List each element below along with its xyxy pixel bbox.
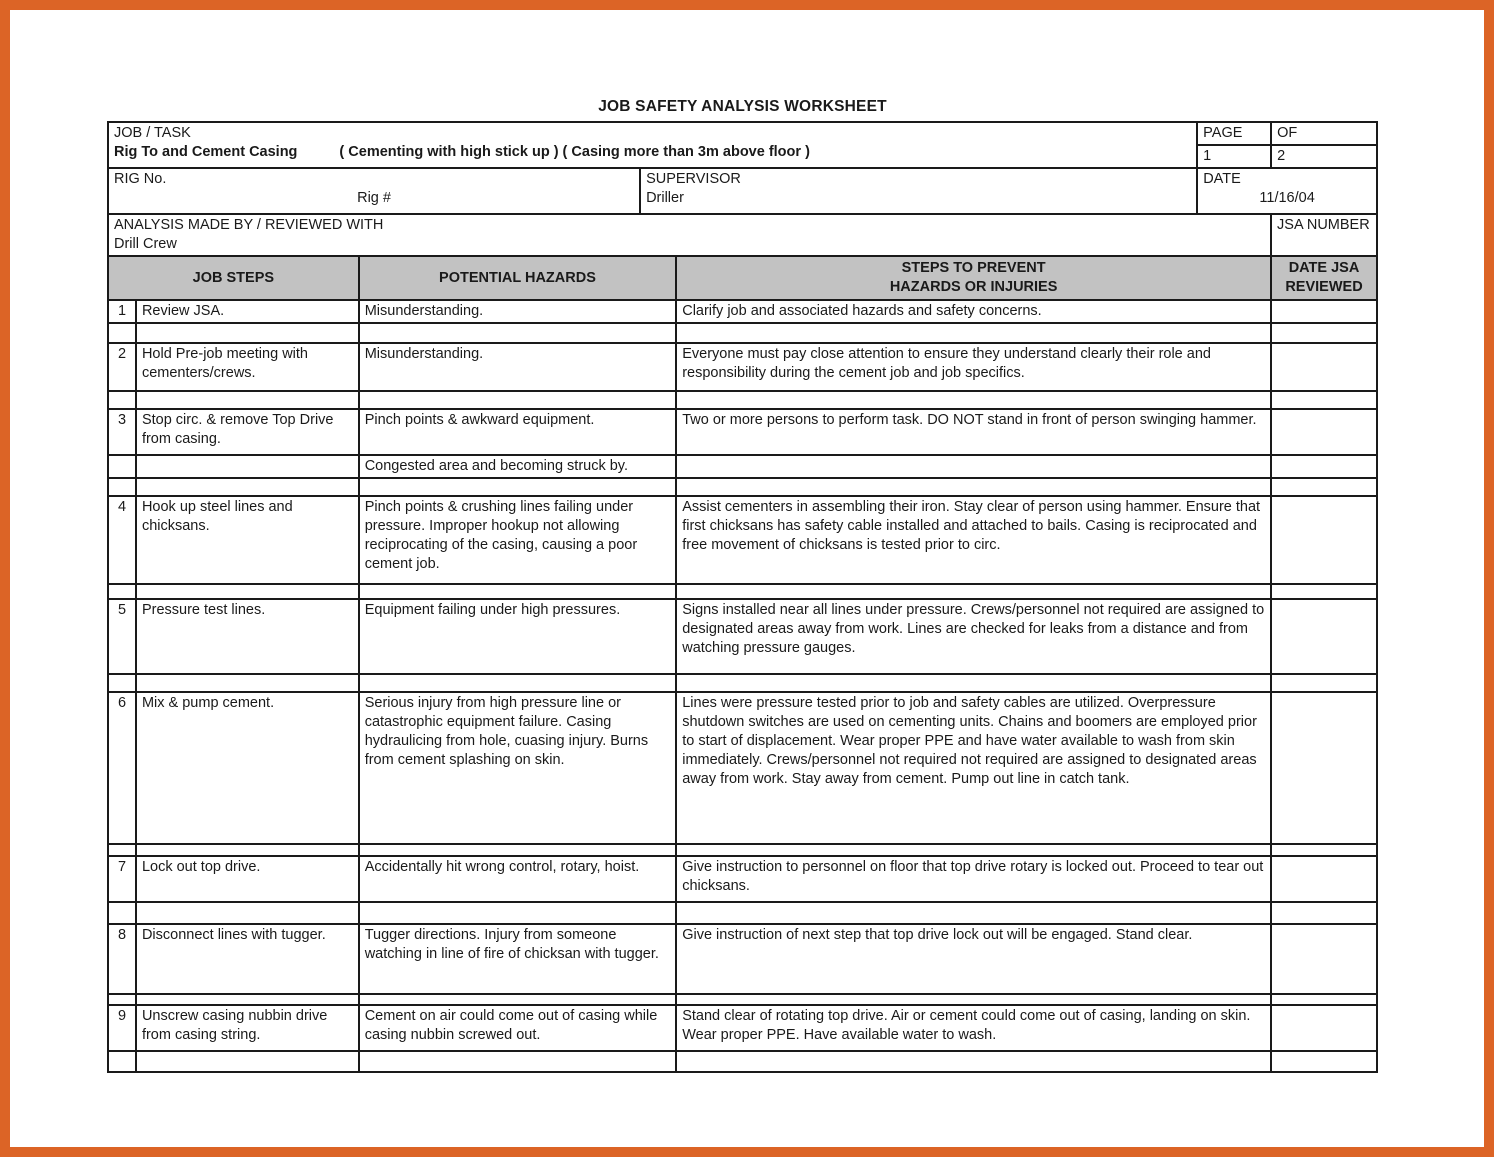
- step-cell: Hold Pre-job meeting with cementers/crews.: [136, 343, 359, 391]
- spacer-row: [108, 994, 1377, 1005]
- spacer-row: [108, 391, 1377, 409]
- step-cell: Lock out top drive.: [136, 856, 359, 902]
- prevention-cell: Assist cementers in assembling their iron. Stay clear of person using hammer. Ensure that first chicksans has safety cable installed and attached to bails. Casing is reciprocated and free movement of chicksans is tested prior to circ.: [676, 496, 1271, 584]
- date-cell: [1271, 856, 1377, 902]
- num-cell: 1: [108, 300, 136, 323]
- hazard-cell: [359, 478, 677, 496]
- date-cell: [1271, 674, 1377, 692]
- hazard-cell: [359, 323, 677, 343]
- page-label: PAGE: [1197, 122, 1271, 145]
- rig-no-value: Rig #: [357, 190, 391, 206]
- date-cell: [1271, 924, 1377, 994]
- prevention-cell: [676, 323, 1271, 343]
- job-task-value: Rig To and Cement Casing: [114, 144, 298, 160]
- step-cell: [136, 455, 359, 478]
- hazard-cell: Misunderstanding.: [359, 343, 677, 391]
- date-cell: [1271, 496, 1377, 584]
- form-header-top: [107, 121, 1378, 169]
- table-row: [108, 300, 1377, 323]
- table-row: [108, 856, 1377, 902]
- job-task-label: JOB / TASK: [114, 125, 191, 141]
- form-header-mid: [107, 167, 1378, 215]
- supervisor-cell: [640, 168, 1197, 214]
- analysis-value: Drill Crew: [114, 236, 177, 252]
- supervisor-value: Driller: [646, 190, 684, 206]
- hazard-cell: Serious injury from high pressure line or catastrophic equipment failure. Casing hydraulicing from hole, cuasing injury. Burns from cement splashing on skin.: [359, 692, 677, 844]
- job-task-note: ( Cementing with high stick up ) ( Casing more than 3m above floor ): [339, 144, 810, 160]
- num-cell: [108, 994, 136, 1005]
- hazard-cell: [359, 674, 677, 692]
- spacer-row: [108, 584, 1377, 599]
- jsa-table-body: [108, 300, 1377, 1072]
- date-value: 11/16/04: [1259, 190, 1315, 206]
- of-value: 2: [1271, 145, 1377, 168]
- step-cell: [136, 674, 359, 692]
- hazard-cell: Pinch points & crushing lines failing under pressure. Improper hookup not allowing reciprocating of the casing, causing a poor cement job.: [359, 496, 677, 584]
- step-cell: [136, 478, 359, 496]
- prevention-cell: Lines were pressure tested prior to job and safety cables are utilized. Overpressure shutdown switches are used on cementing units. Chains and boomers are employed prior to start of displacement. Wear proper PPE and have water available to wash from skin immediately. Crews/personnel not required not required are assigned to designated areas away from work. Stay away from cement. Pump out line in catch tank.: [676, 692, 1271, 844]
- date-label: DATE: [1203, 171, 1241, 187]
- step-cell: Pressure test lines.: [136, 599, 359, 674]
- table-row: [108, 692, 1377, 844]
- step-cell: [136, 391, 359, 409]
- date-cell: [1271, 599, 1377, 674]
- jsa-number-cell: [1271, 214, 1377, 256]
- step-cell: [136, 902, 359, 924]
- step-cell: [136, 584, 359, 599]
- step-cell: Hook up steel lines and chicksans.: [136, 496, 359, 584]
- spacer-row: [108, 844, 1377, 856]
- step-cell: [136, 1051, 359, 1072]
- table-row: [108, 496, 1377, 584]
- hazard-cell: [359, 391, 677, 409]
- num-cell: [108, 323, 136, 343]
- step-cell: Disconnect lines with tugger.: [136, 924, 359, 994]
- num-cell: [108, 455, 136, 478]
- prevention-cell: Give instruction to personnel on floor that top drive rotary is locked out. Proceed to tear out chicksans.: [676, 856, 1271, 902]
- form-header-bottom: [107, 213, 1378, 257]
- num-cell: [108, 478, 136, 496]
- date-cell: [1271, 343, 1377, 391]
- date-cell: [1271, 844, 1377, 856]
- date-cell: [1271, 300, 1377, 323]
- hazard-cell: Accidentally hit wrong control, rotary, hoist.: [359, 856, 677, 902]
- page-title: JOB SAFETY ANALYSIS WORKSHEET: [598, 98, 887, 115]
- prevention-cell: Give instruction of next step that top drive lock out will be engaged. Stand clear.: [676, 924, 1271, 994]
- col-header-potential-hazards: POTENTIAL HAZARDS: [359, 256, 677, 300]
- num-cell: 8: [108, 924, 136, 994]
- table-row: [108, 409, 1377, 455]
- jsa-table: [107, 255, 1378, 1073]
- rig-no-label: RIG No.: [114, 171, 167, 187]
- supervisor-label: SUPERVISOR: [646, 171, 741, 187]
- hazard-cell: [359, 994, 677, 1005]
- step-cell: [136, 844, 359, 856]
- spacer-row: [108, 1051, 1377, 1072]
- table-row: [108, 343, 1377, 391]
- prevention-cell: [676, 844, 1271, 856]
- date-cell: [1271, 391, 1377, 409]
- num-cell: [108, 902, 136, 924]
- table-row: [108, 599, 1377, 674]
- date-cell: [1271, 323, 1377, 343]
- prevention-cell: Clarify job and associated hazards and safety concerns.: [676, 300, 1271, 323]
- col-header-job-steps: JOB STEPS: [108, 256, 359, 300]
- spacer-row: [108, 323, 1377, 343]
- hazard-cell: Pinch points & awkward equipment.: [359, 409, 677, 455]
- prevention-cell: Signs installed near all lines under pressure. Crews/personnel not required are assigned to designated areas away from work. Lines are checked for leaks from a distance and from watching pressure gauges.: [676, 599, 1271, 674]
- page-value: 1: [1197, 145, 1271, 168]
- num-cell: 9: [108, 1005, 136, 1051]
- table-row: [108, 924, 1377, 994]
- steps-header-line1: STEPS TO PREVENT: [901, 260, 1046, 276]
- steps-header-line2: HAZARDS OR INJURIES: [889, 279, 1058, 295]
- worksheet: [107, 98, 1378, 1073]
- num-cell: [108, 674, 136, 692]
- table-row: [108, 1005, 1377, 1051]
- date-cell: [1271, 902, 1377, 924]
- prevention-cell: [676, 674, 1271, 692]
- col-header-steps-to-prevent: [676, 256, 1271, 300]
- job-task-cell: [108, 122, 1197, 168]
- prevention-cell: Two or more persons to perform task. DO NOT stand in front of person swinging hammer.: [676, 409, 1271, 455]
- num-cell: 6: [108, 692, 136, 844]
- num-cell: 7: [108, 856, 136, 902]
- date-header-line1: DATE JSA: [1288, 260, 1360, 276]
- hazard-cell: Congested area and becoming struck by.: [359, 455, 677, 478]
- step-cell: Unscrew casing nubbin drive from casing string.: [136, 1005, 359, 1051]
- hazard-cell: Cement on air could come out of casing while casing nubbin screwed out.: [359, 1005, 677, 1051]
- num-cell: 2: [108, 343, 136, 391]
- date-cell: [1271, 455, 1377, 478]
- prevention-cell: [676, 902, 1271, 924]
- date-header-line2: REVIEWED: [1285, 279, 1363, 295]
- num-cell: [108, 391, 136, 409]
- hazard-cell: [359, 902, 677, 924]
- prevention-cell: [676, 391, 1271, 409]
- num-cell: [108, 584, 136, 599]
- num-cell: [108, 844, 136, 856]
- num-cell: 4: [108, 496, 136, 584]
- jsa-number-label: JSA NUMBER: [1277, 217, 1370, 233]
- num-cell: [108, 1051, 136, 1072]
- prevention-cell: [676, 994, 1271, 1005]
- step-cell: Stop circ. & remove Top Drive from casing.: [136, 409, 359, 455]
- num-cell: 5: [108, 599, 136, 674]
- prevention-cell: [676, 1051, 1271, 1072]
- step-cell: Review JSA.: [136, 300, 359, 323]
- hazard-cell: [359, 584, 677, 599]
- prevention-cell: Everyone must pay close attention to ensure they understand clearly their role and responsibility during the cement job and job specifics.: [676, 343, 1271, 391]
- hazard-cell: Tugger directions. Injury from someone watching in line of fire of chicksan with tugger.: [359, 924, 677, 994]
- spacer-row: [108, 902, 1377, 924]
- step-cell: [136, 994, 359, 1005]
- spacer-row: [108, 674, 1377, 692]
- analysis-cell: [108, 214, 1271, 256]
- spacer-row: [108, 478, 1377, 496]
- prevention-cell: Stand clear of rotating top drive. Air or cement could come out of casing, landing on skin. Wear proper PPE. Have available water to wash.: [676, 1005, 1271, 1051]
- date-cell: [1271, 409, 1377, 455]
- rig-no-cell: [108, 168, 640, 214]
- date-cell: [1271, 1051, 1377, 1072]
- hazard-cell: [359, 1051, 677, 1072]
- col-header-date-jsa: [1271, 256, 1377, 300]
- of-label: OF: [1271, 122, 1377, 145]
- step-cell: Mix & pump cement.: [136, 692, 359, 844]
- hazard-cell: Equipment failing under high pressures.: [359, 599, 677, 674]
- step-cell: [136, 323, 359, 343]
- date-cell: [1271, 994, 1377, 1005]
- num-cell: 3: [108, 409, 136, 455]
- date-cell: [1271, 478, 1377, 496]
- table-row: [108, 455, 1377, 478]
- hazard-cell: [359, 844, 677, 856]
- prevention-cell: [676, 455, 1271, 478]
- hazard-cell: Misunderstanding.: [359, 300, 677, 323]
- date-cell: [1271, 692, 1377, 844]
- prevention-cell: [676, 478, 1271, 496]
- date-cell: [1271, 1005, 1377, 1051]
- date-cell: [1197, 168, 1377, 214]
- jsa-table-header-row: [108, 256, 1377, 300]
- prevention-cell: [676, 584, 1271, 599]
- date-cell: [1271, 584, 1377, 599]
- analysis-label: ANALYSIS MADE BY / REVIEWED WITH: [114, 217, 384, 233]
